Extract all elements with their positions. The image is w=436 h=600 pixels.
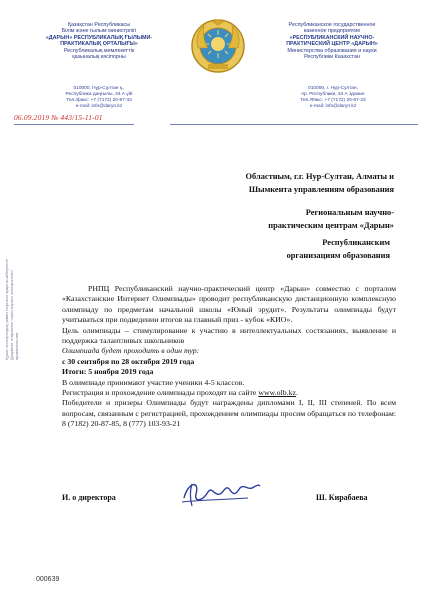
header-rule-right [170, 124, 418, 125]
address-left [38, 86, 160, 110]
registration-number: 06.09.2019 № 443/15-11-01 [14, 113, 103, 122]
letterhead-right-line1: Республиканское государственное [288, 22, 376, 28]
addressee-daryn-centers [200, 206, 394, 232]
address-left-line1: 010000, Нұр-Сұлтан қ., [73, 86, 125, 91]
signature-scribble-icon [178, 476, 264, 510]
addressee-republican-orgs [220, 236, 390, 262]
letterhead-left-line3: «ДАРЫН» РЕСПУБЛИКАЛЫҚ ҒЫЛЫМИ- [45, 34, 153, 41]
body-paragraph-1: РНПЦ Республиканский научно-практический центр «Дарын» совместно с порталом «Казахстанские Интернет Олимпиады» проводит республиканскую дистанционную комплексную олимпиаду по предметам начальной школы «Юный эрудит». Результаты олимпиады будут учитываться при подведении итогов на главный приз - кубок «КИО». [62, 284, 396, 325]
body-tour-note: Олимпиада будет проходить в один тур: [62, 346, 200, 356]
addressee-c2: организациям образования [286, 251, 390, 260]
body-registration [62, 388, 396, 398]
address-right-line2: пр. Республики, 34 А здание [301, 92, 365, 97]
side-note-line1: Құжат электрондық үкімет порталы арқылы жіберілген [4, 259, 9, 360]
letterhead-right-line5: Министерства образования и науки [287, 47, 377, 54]
addressee-a1: Областным, г.г. Нур-Султан, Алматы и [245, 172, 394, 181]
addressee-a2: Шымкента управлениям образования [248, 185, 394, 194]
signatory-title: И. о директора [62, 493, 116, 502]
body-dates: с 30 сентября по 28 октября 2019 года [62, 356, 195, 366]
side-note-line2: Документ отправлен через портал электронного правительства [9, 270, 19, 360]
address-left-line2: Республика даңғылы, 34 А үйі [65, 92, 133, 97]
address-right-line4: e-mail: info@daryn.kz [309, 104, 357, 109]
body-paragraph-2: Цель олимпиады – стимулирование к участию в интеллектуальных состязаниях, выявление и поддержка талантливых школьников [62, 325, 396, 346]
body-awards-contacts: Победители и призеры Олимпиады будут награждены дипломами I, II, III степеней. По всем вопросам, связанным с регистрацией, прохождением олимпиады просим обращаться по телефонам: 8 (7182) 20-87-85, 8 (777) 103-93-21 [62, 398, 396, 429]
letterhead-left-line5: Республикалық мемлекеттік [63, 47, 135, 54]
letterhead-left-line4: ПРАКТИКАЛЫҚ ОРТАЛЫҒЫ» [60, 41, 138, 48]
header-rule-left [14, 124, 134, 125]
handwritten-signature [178, 476, 264, 510]
address-left-line4: e-mail: info@daryn.kz [75, 104, 123, 109]
address-right-line3: Тел./Факс: +7 (7172) 20-87-33 [300, 98, 366, 103]
letterhead-right-line2: казенное предприятие [303, 28, 361, 35]
address-right [272, 86, 394, 110]
body-results-date: Итоги: 5 ноября 2019 года [62, 367, 154, 377]
addressee-regional-departments [160, 170, 394, 196]
body-participants: В олимпиаде принимают участие ученики 4-5 классов. [62, 377, 245, 387]
letterhead-right-line4: ПРАКТИЧЕСКИЙ ЦЕНТР «ДАРЫН» [286, 41, 378, 48]
side-portal-note [4, 250, 19, 360]
signatory-name: Ш. Кирабаева [316, 493, 368, 502]
state-emblem [190, 18, 246, 74]
letterhead-left-line6: қазыналық кәсіпорны [72, 54, 126, 61]
document-serial: 000639 [36, 576, 60, 583]
letter-body [62, 284, 396, 430]
addressee-b1: Региональным научно- [305, 208, 394, 217]
state-emblem-icon [190, 18, 246, 74]
olympiad-site-link[interactable]: www.olb.kz [258, 388, 296, 398]
letterhead-left [30, 22, 168, 60]
body-registration-text: Регистрация и прохождение олимпиады проходят на сайте [62, 388, 259, 398]
address-left-line3: Тел./факс: +7 (7172) 20-87-33 [66, 98, 132, 103]
letterhead-right [262, 22, 402, 60]
address-right-line1: 010000, г. Нур-Султан, [308, 86, 358, 91]
letterhead-right-line3: «РЕСПУБЛИКАНСКИЙ НАУЧНО- [289, 34, 375, 41]
addressee-b2: практическим центрам «Дарын» [268, 221, 394, 230]
letterhead-right-line6: Республики Казахстан [304, 54, 360, 61]
body-registration-end: . [295, 388, 298, 398]
addressee-c1: Республиканским [322, 238, 390, 247]
letterhead-left-line1: Қазақстан Республикасы [67, 22, 131, 28]
letterhead-left-line2: Білім және ғылым министрлігі [61, 28, 137, 35]
